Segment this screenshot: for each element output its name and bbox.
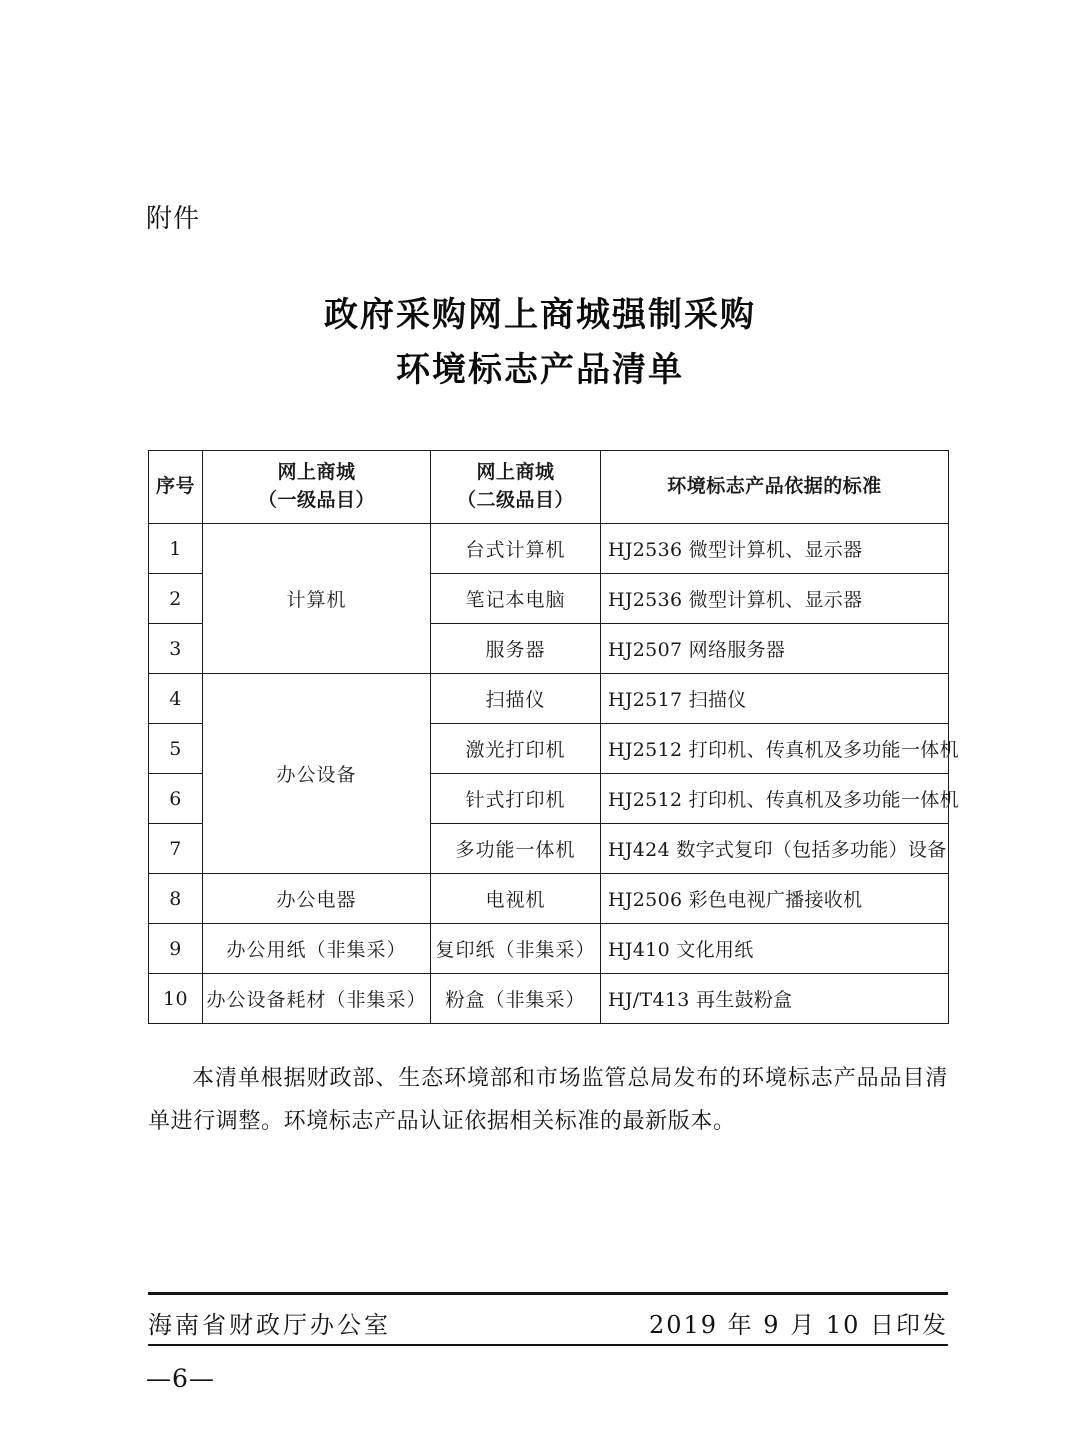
cell-category: 办公设备耗材（非集采）: [203, 974, 431, 1024]
cell-index: 6: [149, 774, 203, 824]
table-row: [149, 874, 949, 924]
footer-printed-date: 2019 年 9 月 10 日印发: [648, 1310, 948, 1339]
cell-item: 服务器: [431, 624, 601, 674]
page-number: —6—: [146, 1364, 215, 1393]
table-row: [149, 524, 949, 574]
page-title-line1: 政府采购网上商城强制采购: [324, 295, 756, 335]
cell-item: 扫描仪: [431, 674, 601, 724]
cell-item: 激光打印机: [431, 724, 601, 774]
footer: [148, 1300, 948, 1346]
column-header-level1: [203, 451, 431, 524]
cell-item: 针式打印机: [431, 774, 601, 824]
column-header-level1-line1: 网上商城: [277, 461, 356, 484]
cell-item: 电视机: [431, 874, 601, 924]
cell-category: 办公用纸（非集采）: [203, 924, 431, 974]
cell-category: 办公设备: [203, 674, 431, 874]
page-title: [0, 288, 1080, 398]
cell-index: 9: [149, 924, 203, 974]
table-row: [149, 924, 949, 974]
cell-item: 多功能一体机: [431, 824, 601, 874]
cell-index: 7: [149, 824, 203, 874]
table-body: [149, 524, 959, 1024]
column-header-index: 序号: [149, 451, 203, 524]
cell-standard: HJ2536 微型计算机、显示器: [601, 524, 949, 574]
product-list-table: [148, 450, 959, 1024]
note-paragraph: 本清单根据财政部、生态环境部和市场监管总局发布的环境标志产品品目清单进行调整。环境标志产品认证依据相关标准的最新版本。: [148, 1066, 948, 1134]
column-header-level1-line2: （一级品目）: [257, 489, 375, 511]
cell-item: 台式计算机: [431, 524, 601, 574]
cell-standard: HJ/T413 再生鼓粉盒: [601, 974, 949, 1024]
cell-standard: HJ2506 彩色电视广播接收机: [601, 874, 949, 924]
cell-item: 复印纸（非集采）: [431, 924, 601, 974]
cell-item: 笔记本电脑: [431, 574, 601, 624]
table-row: [149, 974, 949, 1024]
cell-index: 1: [149, 524, 203, 574]
product-list-table-wrapper: [148, 450, 959, 1024]
cell-item: 粉盒（非集采）: [431, 974, 601, 1024]
column-header-level2-line1: 网上商城: [476, 461, 555, 484]
table-row: [149, 674, 949, 724]
cell-index: 8: [149, 874, 203, 924]
cell-standard: HJ2512 打印机、传真机及多功能一体机: [601, 724, 949, 774]
footer-divider: [148, 1292, 948, 1295]
cell-index: 5: [149, 724, 203, 774]
column-header-level2-line2: （二级品目）: [456, 489, 574, 511]
cell-index: 4: [149, 674, 203, 724]
cell-index: 2: [149, 574, 203, 624]
cell-standard: HJ2507 网络服务器: [601, 624, 949, 674]
cell-standard: HJ2517 扫描仪: [601, 674, 949, 724]
table-header-row: [149, 451, 949, 524]
footer-office: 海南省财政厅办公室: [148, 1310, 391, 1339]
cell-category: 办公电器: [203, 874, 431, 924]
page-title-line2: 环境标志产品清单: [396, 350, 684, 391]
cell-standard: HJ410 文化用纸: [601, 924, 949, 974]
cell-standard: HJ2512 打印机、传真机及多功能一体机: [601, 774, 949, 824]
cell-standard: HJ2536 微型计算机、显示器: [601, 574, 949, 624]
cell-index: 3: [149, 624, 203, 674]
cell-index: 10: [149, 974, 203, 1024]
column-header-level2: [431, 451, 601, 524]
column-header-standard: 环境标志产品依据的标准: [601, 451, 949, 524]
cell-category: 计算机: [203, 524, 431, 674]
attachment-label: 附件: [146, 204, 201, 234]
cell-standard: HJ424 数字式复印（包括多功能）设备: [601, 824, 949, 874]
